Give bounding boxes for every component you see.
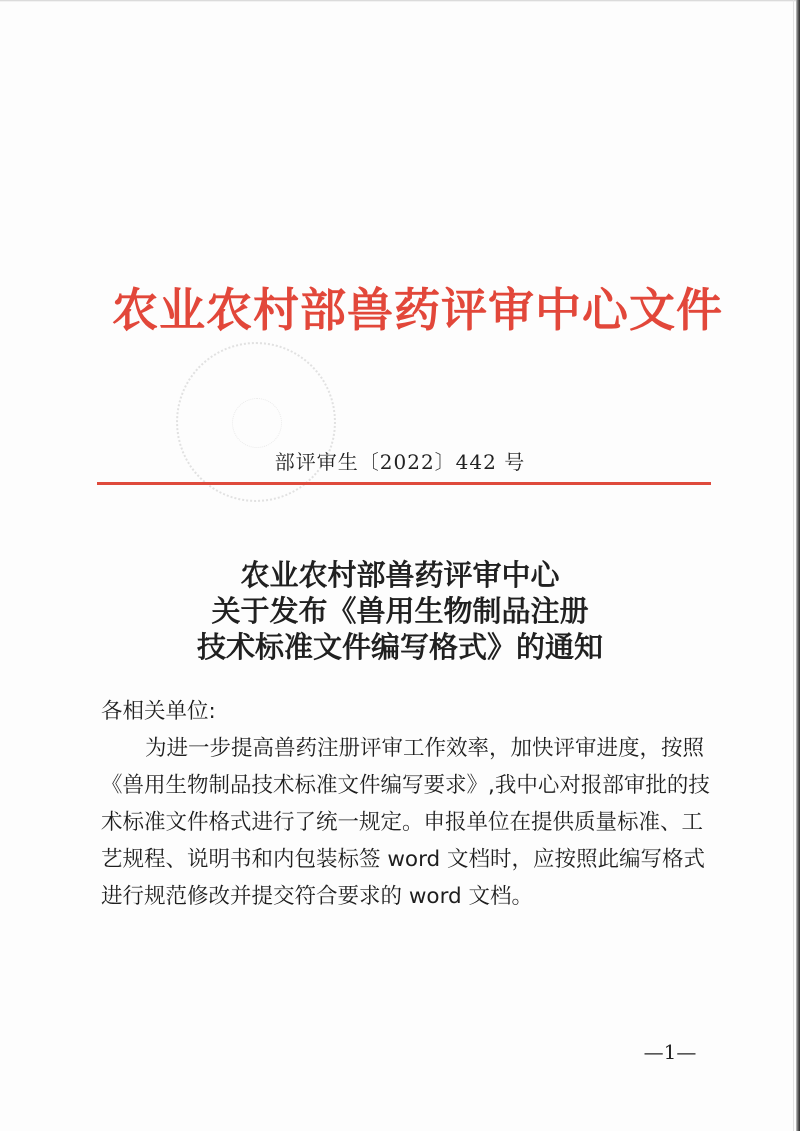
scan-edge-right-inner	[793, 0, 794, 1131]
notice-title-line-1: 农业农村部兽药评审中心	[240, 558, 560, 592]
paragraph-line-5: 进行规范修改并提交符合要求的 word 文档。	[101, 884, 534, 909]
notice-body	[101, 693, 710, 915]
paragraph-line-3: 术标准文件格式进行了统一规定。申报单位在提供质量标准、工	[101, 810, 704, 835]
scan-edge-right	[796, 0, 800, 1131]
document-number: 部评审生〔2022〕442 号	[274, 450, 526, 474]
paragraph-line-2: 《兽用生物制品技术标准文件编写要求》,我中心对报部审批的技	[101, 773, 710, 798]
body-paragraph	[101, 730, 710, 915]
notice-title-line-3: 技术标准文件编写格式》的通知	[196, 630, 603, 664]
faint-seal-icon	[176, 342, 336, 502]
notice-title-line-2: 关于发布《兽用生物制品注册	[211, 594, 589, 628]
salutation: 各相关单位:	[101, 699, 216, 724]
page-number: —1—	[643, 1040, 697, 1064]
notice-title	[100, 557, 700, 665]
paragraph-line-4: 艺规程、说明书和内包装标签 word 文档时，应按照此编写格式	[101, 847, 706, 872]
scan-edge-top	[0, 0, 800, 2]
red-separator-rule	[97, 482, 711, 485]
paragraph-line-1: 为进一步提高兽药注册评审工作效率，加快评审进度，按照	[145, 736, 705, 761]
red-masthead-title: 农业农村部兽药评审中心文件	[112, 283, 723, 337]
